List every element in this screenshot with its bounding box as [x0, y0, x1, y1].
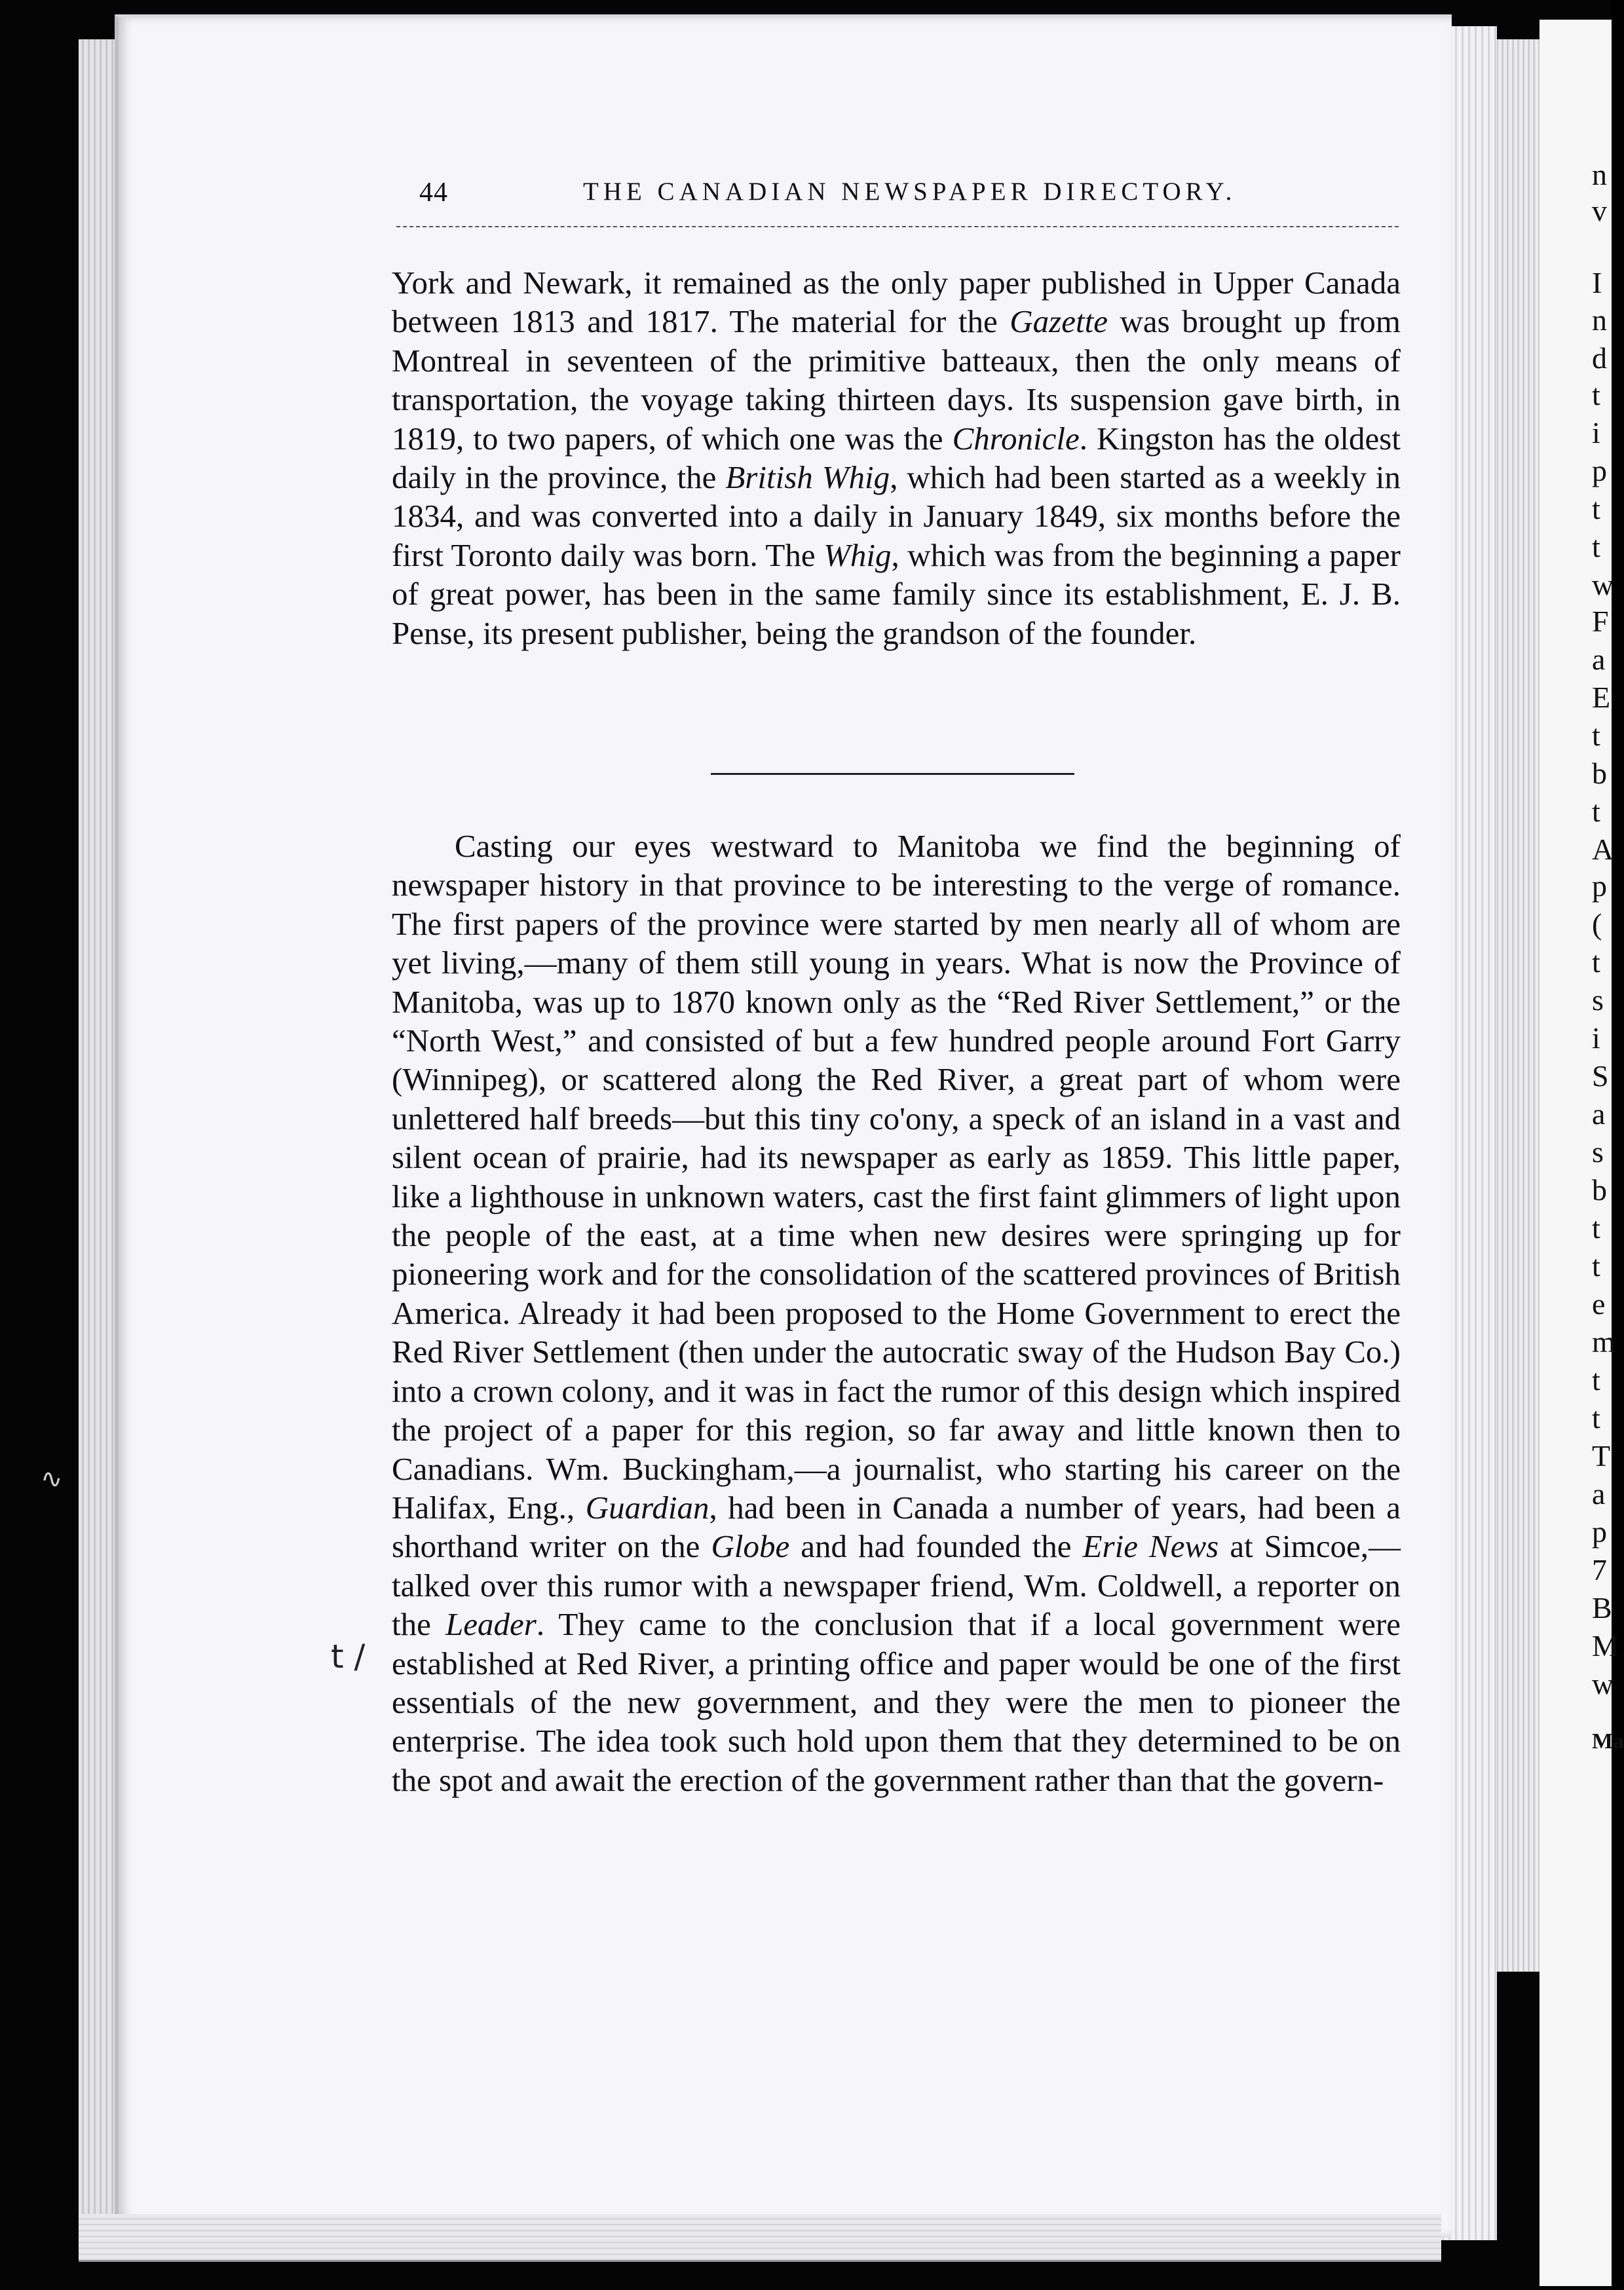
text-run: York and Newark, it remained as the only paper published in Upper Canada between 1813 and 1817. The material for the [392, 265, 1401, 340]
publication-title: British Whig [725, 459, 890, 496]
next-page-fragment: ( [1592, 907, 1602, 941]
running-head: THE CANADIAN NEWSPAPER DIRECTORY. [583, 178, 1237, 206]
next-page-fragment: w [1592, 568, 1614, 601]
text-run: was brought up from Montreal in seventeen of the primitive batteaux, then the only means of transportation, the voyage taking thirteen days. Its suspension gave birth, in 1819, to two papers, of which one was the [392, 303, 1401, 457]
publication-title: Globe [711, 1528, 790, 1565]
next-page-fragment: I [1592, 266, 1602, 299]
text-run: , which had been started as a weekly in 1834, and was converted into a daily in January 1849, six months before the first Toronto daily was born. The [392, 459, 1401, 573]
next-page-fragment: a [1592, 643, 1606, 676]
next-page-fragment: n [1592, 303, 1607, 337]
next-page-fragment: t [1592, 1401, 1600, 1435]
next-page-fragment: m [1592, 1325, 1615, 1359]
text-run: and had founded the [789, 1528, 1083, 1565]
paragraph-continued [392, 263, 1401, 652]
next-page-fragment: 7 [1592, 1553, 1607, 1586]
next-page-fragment: F [1592, 605, 1609, 638]
proof-correction-mark: t / [331, 1638, 366, 1676]
header-rule [396, 226, 1399, 227]
publication-title: Guardian [585, 1489, 709, 1526]
page-header [419, 177, 1402, 223]
next-page-fragment: t [1592, 530, 1600, 563]
next-page-fragment: a [1592, 1477, 1606, 1511]
next-page-fragment: b [1592, 757, 1607, 790]
paragraph-manitoba [392, 827, 1401, 1799]
next-page-fragment: E [1592, 681, 1611, 714]
next-page-fragment: A [1592, 833, 1614, 866]
next-page-fragment: b [1592, 1173, 1607, 1207]
publication-title: Gazette [1010, 303, 1108, 340]
next-page-fragment: T [1592, 1439, 1611, 1473]
next-page-fragment: t [1592, 1249, 1600, 1283]
next-page-fragment: e [1592, 1287, 1606, 1321]
publication-title: Erie News [1082, 1528, 1219, 1565]
next-page-fragment: p [1592, 869, 1607, 903]
next-page-fragment: w [1592, 1667, 1614, 1700]
next-page-fragment: i [1592, 416, 1600, 449]
next-page-fragment: t [1592, 378, 1600, 411]
next-page-fragment: t [1592, 795, 1600, 828]
text-run: . Kingston has the oldest daily in the province, the [392, 420, 1401, 496]
next-page-fragment: B [1592, 1591, 1612, 1624]
next-page-fragment: Ma [1592, 1729, 1624, 1754]
publication-title: Whig [823, 536, 892, 573]
next-page-fragment: t [1592, 945, 1600, 979]
next-page-fragment: p [1592, 1515, 1607, 1549]
next-page-fragment: a [1592, 1097, 1606, 1131]
next-page-fragment: n [1592, 158, 1607, 191]
next-page-fragment: t [1592, 492, 1600, 525]
next-page-fragment: S [1592, 1059, 1609, 1093]
next-page-fragment: i [1592, 1021, 1600, 1055]
text-run: . They came to the conclusion that if a local government were established at Red River, a printing office and paper would be one of the first essentials of the new government, and they were the men to pioneer the enterprise. The idea took such hold upon them that they determined to be on the spot and await the erection of the government rather than that the govern- [392, 1606, 1401, 1798]
next-page-fragment: t [1592, 1211, 1600, 1245]
text-run: , which was from the beginning a paper of great power, has been in the same family since its establishment, E. J. B. Pense, its present publisher, being the grandson of the founder. [392, 536, 1401, 651]
text-run: , had been in Canada a number of years, had been a shorthand writer on the [392, 1489, 1401, 1565]
next-page-fragment: t [1592, 719, 1600, 752]
next-page-fragment: s [1592, 1135, 1604, 1169]
page-number: 44 [419, 178, 448, 208]
text-run: at Simcoe,—talked over this rumor with a newspaper friend, Wm. Coldwell, a reporter on the [392, 1528, 1401, 1643]
next-page-sliver [1539, 20, 1624, 2286]
next-page-fragment: d [1592, 341, 1607, 375]
section-divider [711, 773, 1074, 775]
scan-artifact-mark: ∿ [41, 1464, 63, 1494]
next-page-fragment: p [1592, 454, 1607, 487]
page-stack-bottom-edge [79, 2214, 1441, 2262]
next-page-fragment: v [1592, 194, 1607, 227]
publication-title: Leader [445, 1606, 537, 1643]
publication-title: Chronicle [952, 420, 1080, 457]
page-stack-right-outer-edge [1494, 39, 1539, 1972]
next-page-fragment: t [1592, 1363, 1600, 1397]
next-page-fragment: s [1592, 983, 1604, 1017]
text-run: Casting our eyes westward to Manitoba we find the beginning of newspaper history in that province to be interesting to the verge of romance. The first papers of the province were started by men nearly all of whom are yet living,—many of them still young in years. What is now the Province of Manitoba, was up to 1870 known only as the “Red River Settlement,” or the “North West,” and consisted of but a few hundred people around Fort Garry (Winnipeg), or scattered along the Red River, a great part of whom were unlettered half breeds—but this tiny co'ony, a speck of an island in a vast and silent ocean of prairie, had its newspaper as early as 1859. This little paper, like a lighthouse in unknown waters, cast the first faint glimmers of light upon the people of the east, at a time when new desires were springing up for pioneering work and for the consolidation of the scattered provinces of British America. Already it had been proposed to the Home Government to erect the Red River Settlement (then under the autocratic sway of the Hudson Bay Co.) into a crown colony, and it was in fact the rumor of this design which inspired the project of a paper for this region, so far away and little known then to Canadians. Wm. Buckingham,—a journalist, who starting his career on the Halifax, Eng., [392, 828, 1401, 1526]
page-stack-left-edge [79, 39, 118, 2221]
next-page-fragment: M [1592, 1629, 1619, 1662]
